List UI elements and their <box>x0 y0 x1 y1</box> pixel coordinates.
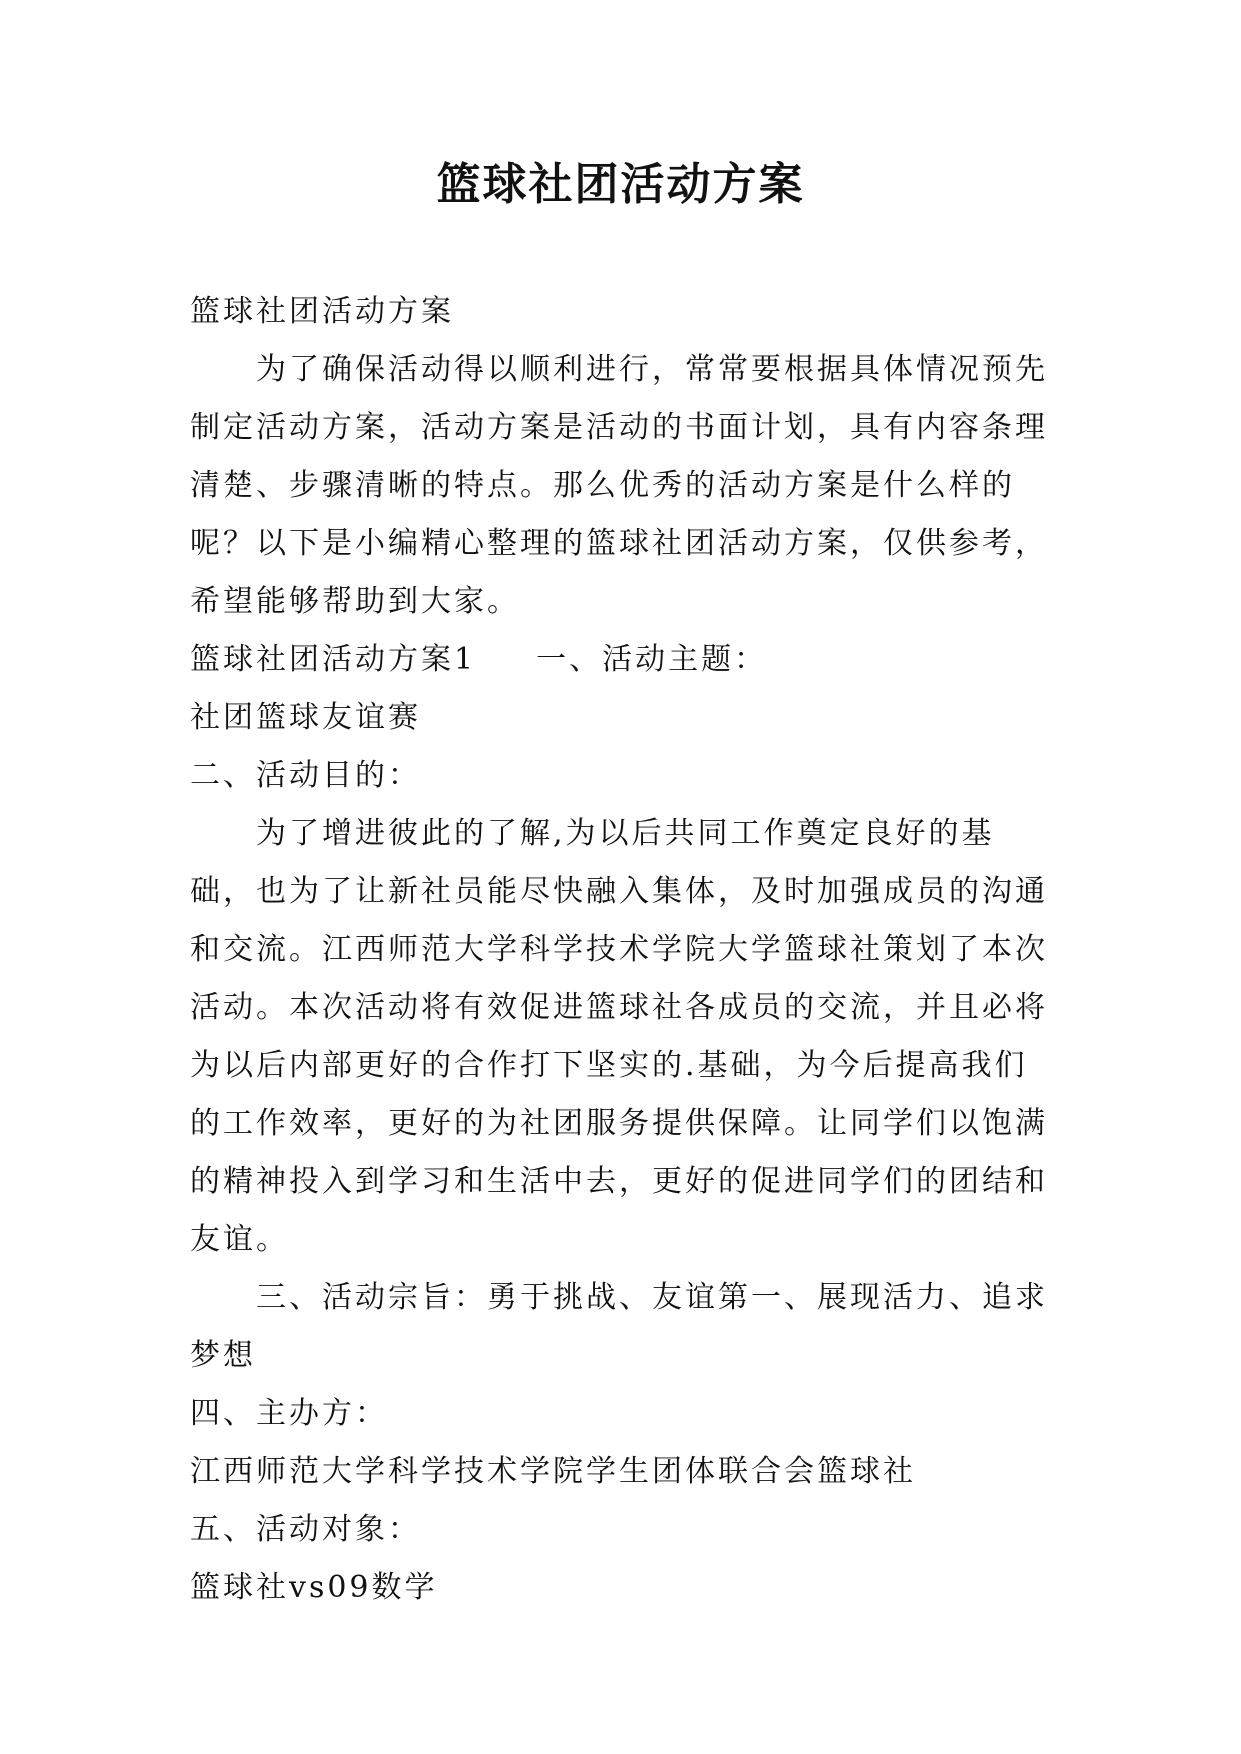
section3-paragraph: 三、活动宗旨：勇于挑战、友谊第一、展现活力、追求梦想 <box>190 1280 1048 1373</box>
section2-content: 为了增进彼此的了解,为以后共同工作奠定良好的基础，也为了让新社员能尽快融入集体，及时加强成员的沟通和交流。江西师范大学科学技术学院大学篮球社策划了本次活动。本次活动将有效促进篮球社各成员的交流，并且必将为以后内部更好的合作打下坚实的.基础，为今后提高我们的工作效率，更好的为社团服务提供保障。让同学们以饱满的精神投入到学习和生活中去，更好的促进同学们的团结和友谊。 <box>190 816 1048 1257</box>
intro-paragraph: 为了确保活动得以顺利进行，常常要根据具体情况预先制定活动方案，活动方案是活动的书面计划，具有内容条理清楚、步骤清晰的特点。那么优秀的活动方案是什么样的呢？以下是小编精心整理的篮球社团活动方案，仅供参考，希望能够帮助到大家。 <box>190 352 1048 619</box>
section1-heading: 一、活动主题： <box>536 642 768 677</box>
section5-heading: 五、活动对象： <box>190 1512 421 1547</box>
section4-content: 江西师范大学科学技术学院学生团体联合会篮球社 <box>190 1454 916 1489</box>
section2-heading: 二、活动目的： <box>190 758 421 793</box>
section5-content: 篮球社vs09数学 <box>190 1570 438 1605</box>
section4-heading: 四、主办方： <box>190 1396 388 1431</box>
plan-heading: 篮球社团活动方案1 <box>190 642 477 677</box>
document-subtitle: 篮球社团活动方案 <box>190 294 454 329</box>
document-body <box>190 283 1060 1617</box>
plan-heading-line <box>190 631 1060 689</box>
document-title: 篮球社团活动方案 <box>436 159 805 210</box>
section1-content: 社团篮球友谊赛 <box>190 700 421 735</box>
